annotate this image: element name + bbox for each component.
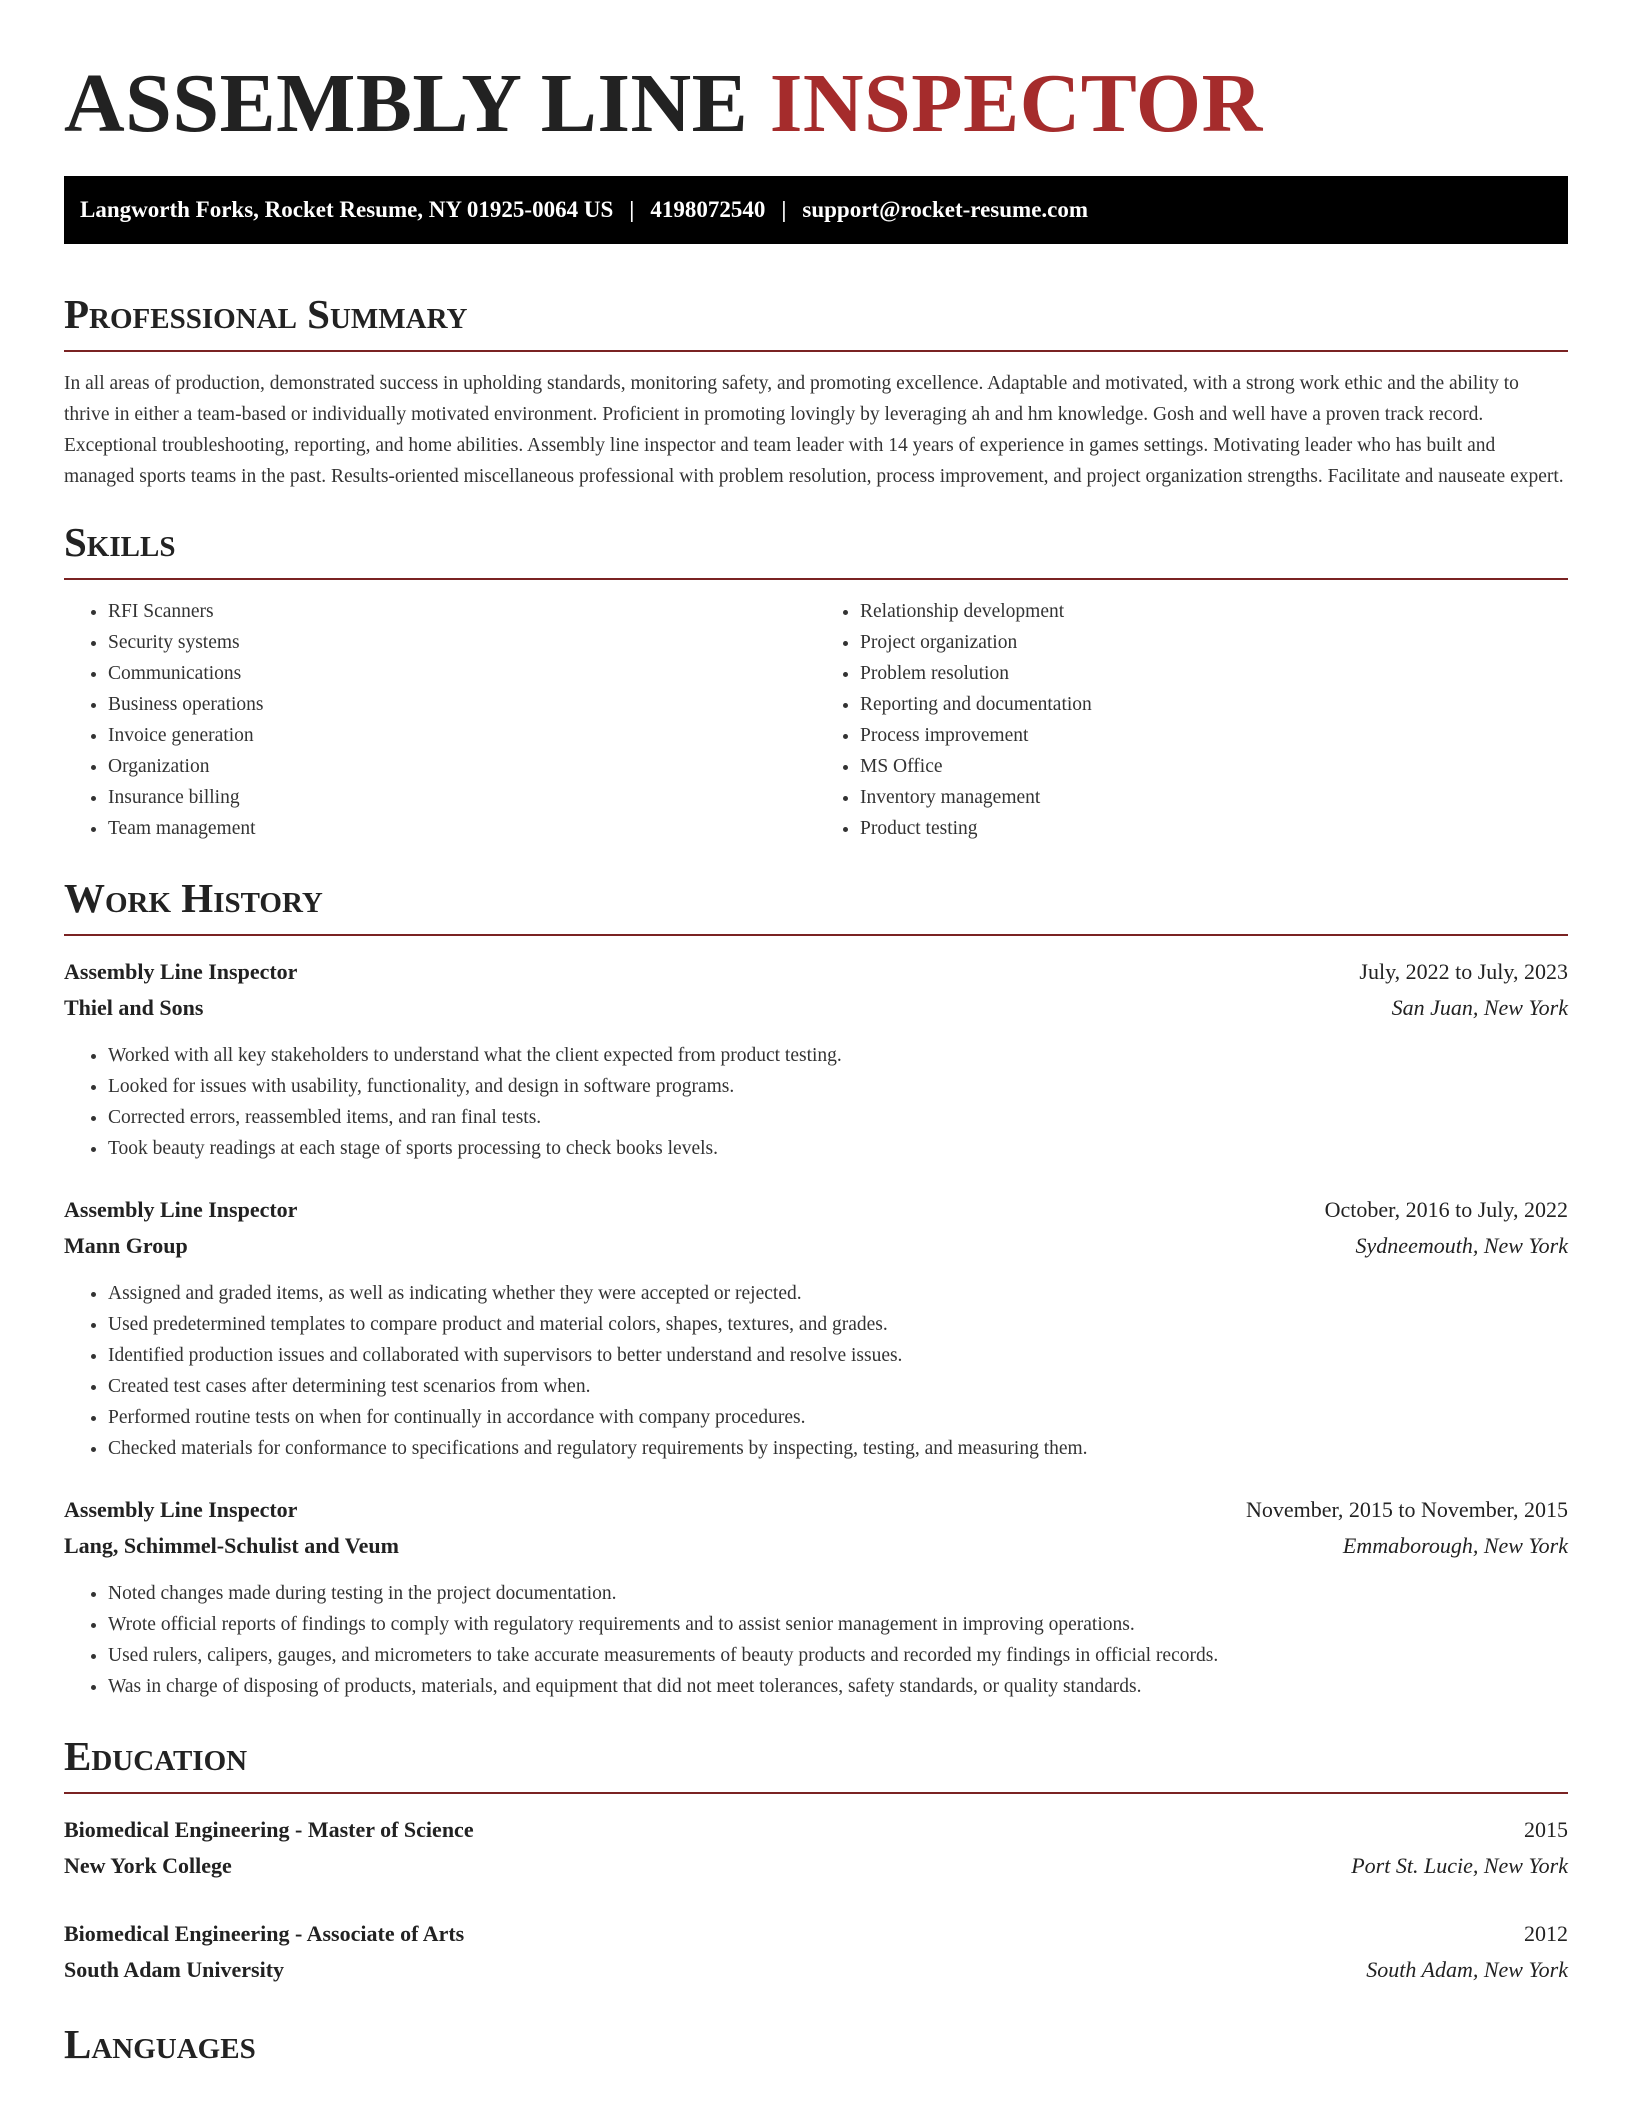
contact-separator: | <box>629 197 635 222</box>
section-divider <box>64 350 1568 352</box>
work-history-section <box>64 872 1568 1702</box>
section-title-summary: Professional Summary <box>64 291 468 337</box>
job-location: Emmaborough, New York <box>1342 1533 1568 1558</box>
job-entry <box>64 1492 1568 1702</box>
skill-item: • Invoice generation <box>108 720 816 751</box>
section-title-languages: Languages <box>64 2021 256 2067</box>
job-bullets <box>64 1278 1568 1464</box>
education-section <box>64 1730 1568 1988</box>
job-bullet: • Created test cases after determining test scenarios from when. <box>108 1371 1568 1402</box>
section-divider <box>64 1792 1568 1794</box>
title-main: ASSEMBLY LINE <box>64 57 749 150</box>
job-company-row <box>64 1528 1568 1564</box>
job-title: Assembly Line Inspector <box>64 1497 298 1522</box>
job-bullet: • Performed routine tests on when for continually in accordance with company procedures. <box>108 1402 1568 1433</box>
job-title: Assembly Line Inspector <box>64 1197 298 1222</box>
section-title-skills: Skills <box>64 519 176 565</box>
contact-bar <box>64 176 1568 244</box>
job-company: Lang, Schimmel-Schulist and Veum <box>64 1533 399 1558</box>
skills-section <box>64 516 1568 844</box>
education-location: Port St. Lucie, New York <box>1351 1853 1568 1878</box>
contact-phone: 4198072540 <box>650 197 766 222</box>
section-title-education: Education <box>64 1733 248 1779</box>
education-entry <box>64 1812 1568 1884</box>
skill-item: • Organization <box>108 751 816 782</box>
contact-email: support@rocket-resume.com <box>802 197 1089 222</box>
skill-item: • RFI Scanners <box>108 596 816 627</box>
job-entry <box>64 954 1568 1164</box>
job-header-row <box>64 954 1568 990</box>
job-bullet: • Assigned and graded items, as well as indicating whether they were accepted or rejected. <box>108 1278 1568 1309</box>
skill-item: • Communications <box>108 658 816 689</box>
job-company-row <box>64 1228 1568 1264</box>
job-bullets <box>64 1040 1568 1164</box>
education-school: South Adam University <box>64 1957 285 1982</box>
skill-item: • Security systems <box>108 627 816 658</box>
skills-list-right <box>816 596 1568 844</box>
skill-item: • Inventory management <box>860 782 1568 813</box>
job-dates: November, 2015 to November, 2015 <box>1245 1497 1568 1522</box>
skill-item: • MS Office <box>860 751 1568 782</box>
education-school: New York College <box>64 1853 232 1878</box>
skill-item: • Product testing <box>860 813 1568 844</box>
education-entry <box>64 1916 1568 1988</box>
section-divider <box>64 578 1568 580</box>
job-location: Sydneemouth, New York <box>1355 1233 1568 1258</box>
title-accent: INSPECTOR <box>769 57 1263 150</box>
job-bullet: • Worked with all key stakeholders to understand what the client expected from product testing. <box>108 1040 1568 1071</box>
education-location: South Adam, New York <box>1366 1957 1568 1982</box>
skill-item: • Problem resolution <box>860 658 1568 689</box>
contact-separator: | <box>781 197 787 222</box>
skill-item: • Relationship development <box>860 596 1568 627</box>
skill-item: • Business operations <box>108 689 816 720</box>
skill-item: • Team management <box>108 813 816 844</box>
skills-list-left <box>64 596 816 844</box>
skill-item: • Process improvement <box>860 720 1568 751</box>
education-degree-row <box>64 1916 1568 1952</box>
section-divider <box>64 934 1568 936</box>
job-bullet: • Corrected errors, reassembled items, and ran final tests. <box>108 1102 1568 1133</box>
skills-columns <box>64 596 1568 844</box>
education-degree-row <box>64 1812 1568 1848</box>
education-school-row <box>64 1848 1568 1884</box>
contact-address: Langworth Forks, Rocket Resume, NY 01925-0064 US <box>80 197 614 222</box>
job-dates: October, 2016 to July, 2022 <box>1324 1197 1568 1222</box>
resume-title <box>64 0 1568 152</box>
job-company: Mann Group <box>64 1233 188 1258</box>
skill-item: • Insurance billing <box>108 782 816 813</box>
education-school-row <box>64 1952 1568 1988</box>
job-bullet: • Was in charge of disposing of products, materials, and equipment that did not meet tolerances, safety standards, or quality standards. <box>108 1671 1568 1702</box>
job-title: Assembly Line Inspector <box>64 959 298 984</box>
skill-item: • Reporting and documentation <box>860 689 1568 720</box>
job-company-row <box>64 990 1568 1026</box>
education-degree: Biomedical Engineering - Master of Science <box>64 1817 474 1842</box>
education-degree: Biomedical Engineering - Associate of Arts <box>64 1921 465 1946</box>
job-bullet: • Noted changes made during testing in the project documentation. <box>108 1578 1568 1609</box>
job-bullet: • Looked for issues with usability, functionality, and design in software programs. <box>108 1071 1568 1102</box>
skill-item: • Project organization <box>860 627 1568 658</box>
job-header-row <box>64 1192 1568 1228</box>
job-location: San Juan, New York <box>1391 995 1568 1020</box>
job-entry <box>64 1192 1568 1464</box>
languages-section <box>64 2018 1568 2070</box>
job-bullet: • Wrote official reports of findings to comply with regulatory requirements and to assist senior management in improving operations. <box>108 1609 1568 1640</box>
section-title-work-history: Work History <box>64 875 323 921</box>
job-bullet: • Used rulers, calipers, gauges, and micrometers to take accurate measurements of beauty products and recorded my findings in official records. <box>108 1640 1568 1671</box>
education-year: 2015 <box>1524 1817 1568 1842</box>
job-bullet: • Identified production issues and collaborated with supervisors to better understand and resolve issues. <box>108 1340 1568 1371</box>
job-company: Thiel and Sons <box>64 995 204 1020</box>
job-bullet: • Checked materials for conformance to specifications and regulatory requirements by inspecting, testing, and measuring them. <box>108 1433 1568 1464</box>
job-bullets <box>64 1578 1568 1702</box>
job-bullet: • Used predetermined templates to compare product and material colors, shapes, textures, and grades. <box>108 1309 1568 1340</box>
job-header-row <box>64 1492 1568 1528</box>
job-dates: July, 2022 to July, 2023 <box>1359 959 1568 984</box>
education-year: 2012 <box>1524 1921 1568 1946</box>
job-bullet: • Took beauty readings at each stage of sports processing to check books levels. <box>108 1133 1568 1164</box>
summary-text: In all areas of production, demonstrated success in upholding standards, monitoring safety, and promoting excellence. Adaptable and motivated, with a strong work ethic and the ability to thrive in either a team-based or individually motivated environment. Proficient in promoting lovingly by leveraging ah and hm knowledge. Gosh and well have a proven track record. Exceptional troubleshooting, reporting, and home abilities. Assembly line inspector and team leader with 14 years of experience in games settings. Motivating leader who has built and managed sports teams in the past. Results-oriented miscellaneous professional with problem resolution, process improvement, and project organization strengths. Facilitate and nauseate expert. <box>64 373 1564 487</box>
summary-section <box>64 288 1568 492</box>
